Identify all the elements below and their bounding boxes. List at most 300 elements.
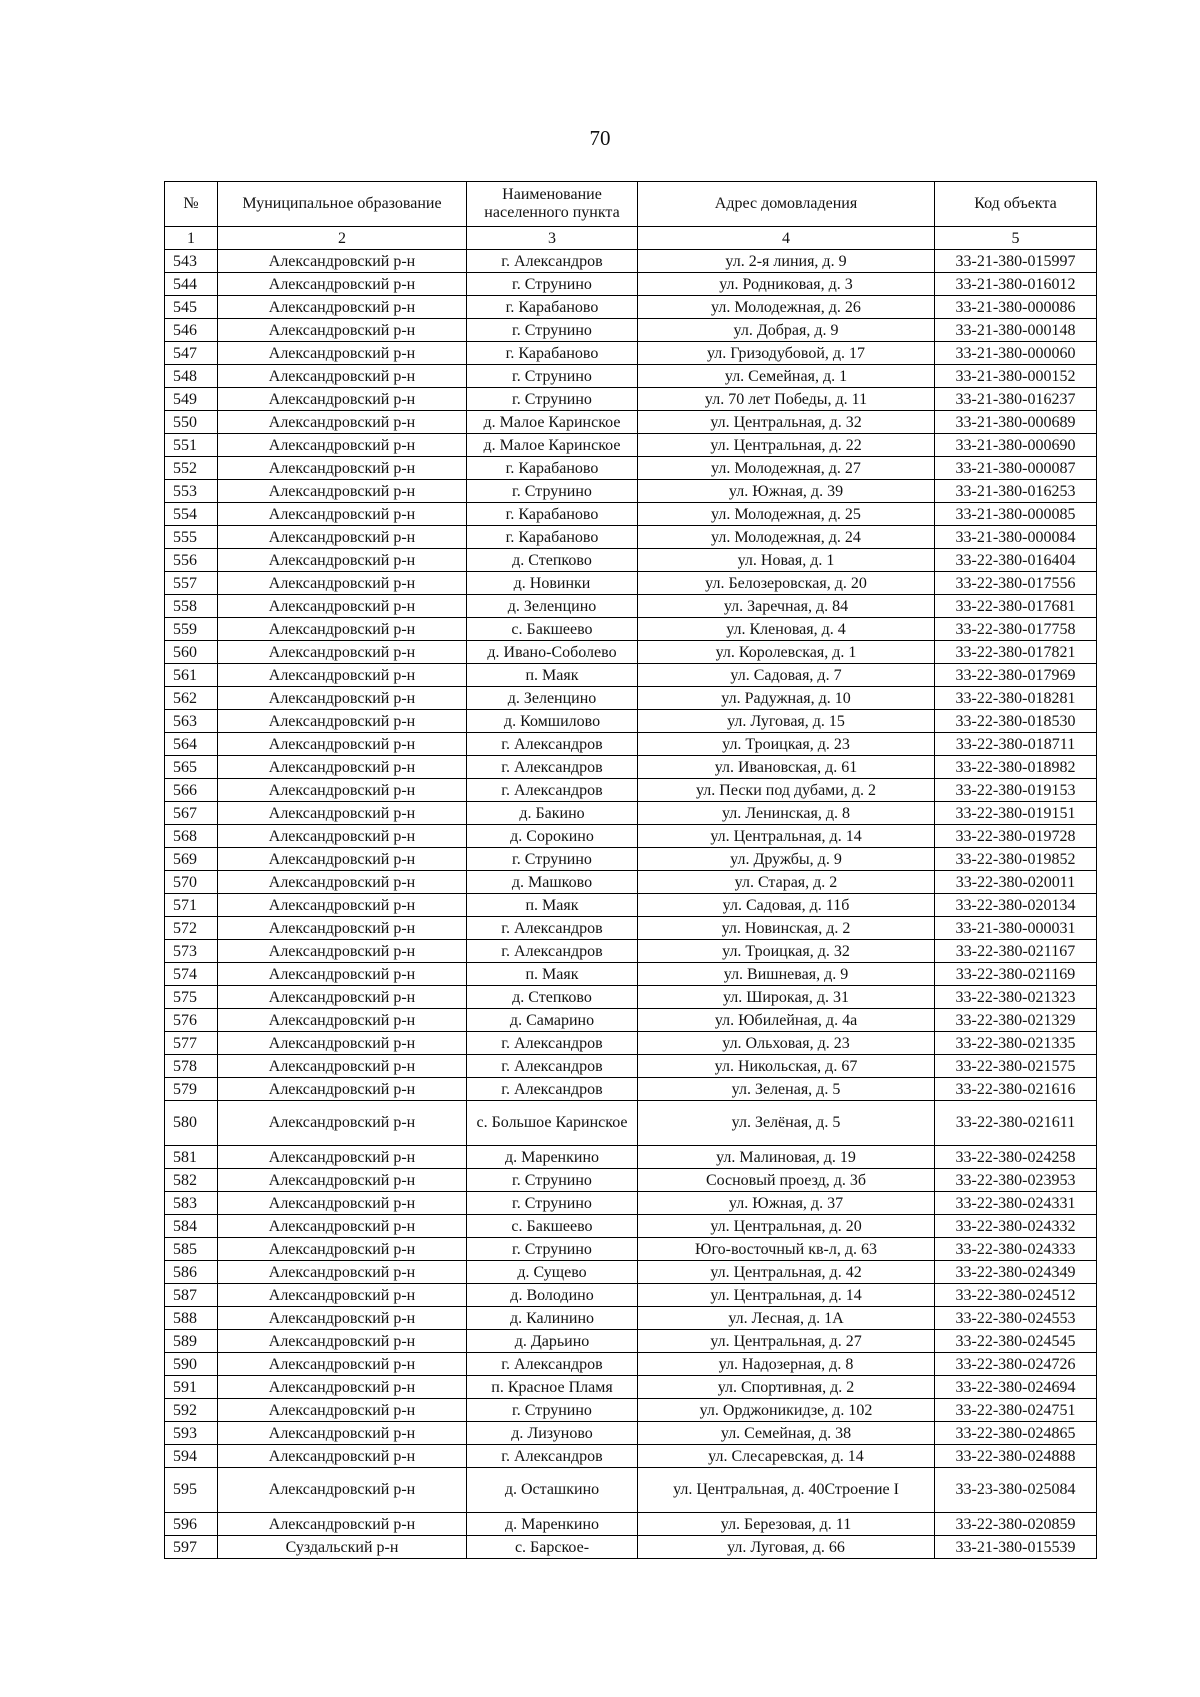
object-code-cell: 33-22-380-024751 — [935, 1399, 1097, 1422]
municipality-cell: Александровский р-н — [218, 595, 467, 618]
municipality-cell: Александровский р-н — [218, 1399, 467, 1422]
municipality-cell: Александровский р-н — [218, 1055, 467, 1078]
municipality-cell: Александровский р-н — [218, 986, 467, 1009]
row-number: 580 — [165, 1101, 218, 1146]
row-number: 592 — [165, 1399, 218, 1422]
municipality-cell: Александровский р-н — [218, 365, 467, 388]
settlement-cell: д. Володино — [467, 1284, 638, 1307]
object-code-cell: 33-22-380-021323 — [935, 986, 1097, 1009]
row-number: 584 — [165, 1215, 218, 1238]
address-cell: ул. Кленовая, д. 4 — [638, 618, 935, 641]
row-number: 589 — [165, 1330, 218, 1353]
row-number: 588 — [165, 1307, 218, 1330]
address-cell: ул. Центральная, д. 32 — [638, 411, 935, 434]
municipality-cell: Александровский р-н — [218, 1513, 467, 1536]
address-cell: Юго-восточный кв-л, д. 63 — [638, 1238, 935, 1261]
municipality-cell: Александровский р-н — [218, 434, 467, 457]
row-number: 593 — [165, 1422, 218, 1445]
municipality-cell: Александровский р-н — [218, 779, 467, 802]
row-number: 566 — [165, 779, 218, 802]
table-row — [165, 1192, 1097, 1215]
municipality-cell: Александровский р-н — [218, 388, 467, 411]
municipality-cell: Александровский р-н — [218, 342, 467, 365]
settlement-cell: д. Машково — [467, 871, 638, 894]
municipality-cell: Александровский р-н — [218, 296, 467, 319]
settlement-cell: д. Сущево — [467, 1261, 638, 1284]
row-number: 561 — [165, 664, 218, 687]
object-code-cell: 33-22-380-021611 — [935, 1101, 1097, 1146]
row-number: 571 — [165, 894, 218, 917]
row-number: 595 — [165, 1468, 218, 1513]
row-number: 582 — [165, 1169, 218, 1192]
object-code-cell: 33-22-380-024694 — [935, 1376, 1097, 1399]
address-cell: ул. Ивановская, д. 61 — [638, 756, 935, 779]
table-row — [165, 319, 1097, 342]
municipality-cell: Александровский р-н — [218, 1169, 467, 1192]
table-row — [165, 1215, 1097, 1238]
municipality-cell: Александровский р-н — [218, 1101, 467, 1146]
object-code-cell: 33-22-380-021167 — [935, 940, 1097, 963]
municipality-cell: Александровский р-н — [218, 1192, 467, 1215]
object-code-cell: 33-21-380-015997 — [935, 250, 1097, 273]
settlement-cell: г. Александров — [467, 250, 638, 273]
municipality-cell: Александровский р-н — [218, 572, 467, 595]
table-row — [165, 342, 1097, 365]
table-row — [165, 1513, 1097, 1536]
address-cell: ул. Широкая, д. 31 — [638, 986, 935, 1009]
address-cell: ул. Центральная, д. 42 — [638, 1261, 935, 1284]
object-code-cell: 33-22-380-024331 — [935, 1192, 1097, 1215]
settlement-cell: г. Струнино — [467, 1169, 638, 1192]
object-code-cell: 33-22-380-020134 — [935, 894, 1097, 917]
settlement-cell: г. Струнино — [467, 848, 638, 871]
municipality-cell: Александровский р-н — [218, 1215, 467, 1238]
table-row — [165, 1169, 1097, 1192]
address-cell: ул. 2-я линия, д. 9 — [638, 250, 935, 273]
municipality-cell: Александровский р-н — [218, 733, 467, 756]
address-cell: ул. Надозерная, д. 8 — [638, 1353, 935, 1376]
table-row — [165, 802, 1097, 825]
row-number: 578 — [165, 1055, 218, 1078]
address-cell: ул. Троицкая, д. 23 — [638, 733, 935, 756]
table-row — [165, 1445, 1097, 1468]
municipality-cell: Александровский р-н — [218, 917, 467, 940]
row-number: 585 — [165, 1238, 218, 1261]
municipality-cell: Александровский р-н — [218, 1422, 467, 1445]
address-cell: ул. Новая, д. 1 — [638, 549, 935, 572]
address-cell: ул. Зеленая, д. 5 — [638, 1078, 935, 1101]
object-code-cell: 33-22-380-019852 — [935, 848, 1097, 871]
row-number: 547 — [165, 342, 218, 365]
object-code-cell: 33-21-380-000085 — [935, 503, 1097, 526]
table-row — [165, 411, 1097, 434]
table-row — [165, 1353, 1097, 1376]
row-number: 581 — [165, 1146, 218, 1169]
row-number: 563 — [165, 710, 218, 733]
settlement-cell: д. Калинино — [467, 1307, 638, 1330]
address-cell: ул. Южная, д. 37 — [638, 1192, 935, 1215]
row-number: 557 — [165, 572, 218, 595]
settlement-cell: д. Маренкино — [467, 1146, 638, 1169]
settlement-cell: д. Дарьино — [467, 1330, 638, 1353]
object-code-cell: 33-21-380-016237 — [935, 388, 1097, 411]
object-code-cell: 33-22-380-019151 — [935, 802, 1097, 825]
address-cell: ул. Центральная, д. 27 — [638, 1330, 935, 1353]
address-cell: ул. Вишневая, д. 9 — [638, 963, 935, 986]
row-number: 573 — [165, 940, 218, 963]
object-code-cell: 33-22-380-024726 — [935, 1353, 1097, 1376]
row-number: 553 — [165, 480, 218, 503]
object-code-cell: 33-22-380-020859 — [935, 1513, 1097, 1536]
row-number: 568 — [165, 825, 218, 848]
row-number: 590 — [165, 1353, 218, 1376]
column-number: 2 — [218, 227, 467, 250]
object-code-cell: 33-22-380-024512 — [935, 1284, 1097, 1307]
settlement-cell: с. Барское- — [467, 1536, 638, 1559]
row-number: 559 — [165, 618, 218, 641]
table-row — [165, 1376, 1097, 1399]
address-cell: ул. Старая, д. 2 — [638, 871, 935, 894]
settlement-cell: г. Александров — [467, 779, 638, 802]
address-cell: Сосновый проезд, д. 3б — [638, 1169, 935, 1192]
settlement-cell: д. Малое Каринское — [467, 411, 638, 434]
address-cell: ул. Центральная, д. 22 — [638, 434, 935, 457]
table-body — [165, 250, 1097, 1559]
settlement-cell: с. Бакшеево — [467, 1215, 638, 1238]
table-row — [165, 388, 1097, 411]
address-cell: ул. Березовая, д. 11 — [638, 1513, 935, 1536]
row-number: 591 — [165, 1376, 218, 1399]
page-number: 70 — [589, 126, 611, 150]
table-row — [165, 1536, 1097, 1559]
settlement-cell: г. Александров — [467, 1032, 638, 1055]
address-cell: ул. Белозеровская, д. 20 — [638, 572, 935, 595]
row-number: 577 — [165, 1032, 218, 1055]
object-code-cell: 33-22-380-017681 — [935, 595, 1097, 618]
table-row — [165, 434, 1097, 457]
object-code-cell: 33-21-380-000086 — [935, 296, 1097, 319]
row-number: 575 — [165, 986, 218, 1009]
object-code-cell: 33-22-380-024888 — [935, 1445, 1097, 1468]
object-code-cell: 33-21-380-000148 — [935, 319, 1097, 342]
address-cell: ул. Малиновая, д. 19 — [638, 1146, 935, 1169]
municipality-cell: Александровский р-н — [218, 1032, 467, 1055]
settlement-cell: п. Маяк — [467, 894, 638, 917]
table-row — [165, 1330, 1097, 1353]
municipality-cell: Александровский р-н — [218, 1078, 467, 1101]
object-code-cell: 33-21-380-000689 — [935, 411, 1097, 434]
table-row — [165, 986, 1097, 1009]
row-number: 543 — [165, 250, 218, 273]
table-row — [165, 595, 1097, 618]
table-row — [165, 710, 1097, 733]
settlement-cell: г. Александров — [467, 1353, 638, 1376]
municipality-cell: Александровский р-н — [218, 1238, 467, 1261]
row-number: 586 — [165, 1261, 218, 1284]
row-number: 545 — [165, 296, 218, 319]
municipality-cell: Александровский р-н — [218, 1307, 467, 1330]
table-row — [165, 1055, 1097, 1078]
object-code-cell: 33-22-380-024258 — [935, 1146, 1097, 1169]
settlement-cell: д. Маренкино — [467, 1513, 638, 1536]
table-row — [165, 250, 1097, 273]
table-row — [165, 457, 1097, 480]
row-number: 544 — [165, 273, 218, 296]
row-number: 594 — [165, 1445, 218, 1468]
object-code-cell: 33-22-380-017821 — [935, 641, 1097, 664]
object-code-cell: 33-22-380-017969 — [935, 664, 1097, 687]
municipality-cell: Александровский р-н — [218, 756, 467, 779]
settlement-cell: г. Александров — [467, 917, 638, 940]
table-row — [165, 733, 1097, 756]
table-row — [165, 1284, 1097, 1307]
settlement-cell: д. Зеленцино — [467, 595, 638, 618]
table-row — [165, 1307, 1097, 1330]
address-cell: ул. Юбилейная, д. 4а — [638, 1009, 935, 1032]
settlement-cell: г. Александров — [467, 756, 638, 779]
address-cell: ул. Центральная, д. 20 — [638, 1215, 935, 1238]
table-row — [165, 1009, 1097, 1032]
municipality-cell: Александровский р-н — [218, 894, 467, 917]
municipality-cell: Александровский р-н — [218, 1284, 467, 1307]
municipality-cell: Александровский р-н — [218, 480, 467, 503]
municipality-cell: Александровский р-н — [218, 457, 467, 480]
object-code-cell: 33-23-380-025084 — [935, 1468, 1097, 1513]
object-code-cell: 33-22-380-021616 — [935, 1078, 1097, 1101]
table-row — [165, 365, 1097, 388]
header-address: Адрес домовладения — [638, 182, 935, 227]
settlement-cell: г. Струнино — [467, 319, 638, 342]
settlement-cell: г. Александров — [467, 1055, 638, 1078]
address-cell: ул. Родниковая, д. 3 — [638, 273, 935, 296]
header-object-code: Код объекта — [935, 182, 1097, 227]
address-cell: ул. 70 лет Победы, д. 11 — [638, 388, 935, 411]
row-number: 576 — [165, 1009, 218, 1032]
row-number: 572 — [165, 917, 218, 940]
address-cell: ул. Центральная, д. 40Строение I — [638, 1468, 935, 1513]
table-row — [165, 940, 1097, 963]
address-cell: ул. Гризодубовой, д. 17 — [638, 342, 935, 365]
row-number: 562 — [165, 687, 218, 710]
settlement-cell: г. Струнино — [467, 273, 638, 296]
settlement-cell: д. Малое Каринское — [467, 434, 638, 457]
column-number-row — [165, 227, 1097, 250]
row-number: 570 — [165, 871, 218, 894]
settlement-cell: п. Маяк — [467, 963, 638, 986]
object-code-cell: 33-22-380-017758 — [935, 618, 1097, 641]
address-cell: ул. Ленинская, д. 8 — [638, 802, 935, 825]
settlement-cell: г. Александров — [467, 1445, 638, 1468]
table-row — [165, 1238, 1097, 1261]
address-cell: ул. Радужная, д. 10 — [638, 687, 935, 710]
table-row — [165, 641, 1097, 664]
settlement-cell: д. Бакино — [467, 802, 638, 825]
object-code-cell: 33-22-380-021335 — [935, 1032, 1097, 1055]
object-code-cell: 33-22-380-018530 — [935, 710, 1097, 733]
address-cell: ул. Луговая, д. 66 — [638, 1536, 935, 1559]
table-row — [165, 480, 1097, 503]
row-number: 555 — [165, 526, 218, 549]
municipality-cell: Александровский р-н — [218, 1445, 467, 1468]
table-row — [165, 1032, 1097, 1055]
table-row — [165, 273, 1097, 296]
settlement-cell: д. Комшилово — [467, 710, 638, 733]
objects-table — [164, 181, 1097, 1559]
row-number: 552 — [165, 457, 218, 480]
address-cell: ул. Садовая, д. 7 — [638, 664, 935, 687]
object-code-cell: 33-22-380-024332 — [935, 1215, 1097, 1238]
table-row — [165, 572, 1097, 595]
row-number: 546 — [165, 319, 218, 342]
table-row — [165, 894, 1097, 917]
object-code-cell: 33-22-380-017556 — [935, 572, 1097, 595]
address-cell: ул. Лесная, д. 1А — [638, 1307, 935, 1330]
municipality-cell: Александровский р-н — [218, 618, 467, 641]
object-code-cell: 33-22-380-024333 — [935, 1238, 1097, 1261]
row-number: 574 — [165, 963, 218, 986]
municipality-cell: Александровский р-н — [218, 963, 467, 986]
row-number: 565 — [165, 756, 218, 779]
settlement-cell: д. Степково — [467, 549, 638, 572]
address-cell: ул. Королевская, д. 1 — [638, 641, 935, 664]
header-municipality: Муниципальное образование — [218, 182, 467, 227]
table-row — [165, 963, 1097, 986]
object-code-cell: 33-22-380-021169 — [935, 963, 1097, 986]
address-cell: ул. Молодежная, д. 27 — [638, 457, 935, 480]
object-code-cell: 33-21-380-000084 — [935, 526, 1097, 549]
row-number: 564 — [165, 733, 218, 756]
municipality-cell: Александровский р-н — [218, 1376, 467, 1399]
municipality-cell: Александровский р-н — [218, 825, 467, 848]
table-row — [165, 296, 1097, 319]
table-row — [165, 664, 1097, 687]
object-code-cell: 33-22-380-016404 — [935, 549, 1097, 572]
object-code-cell: 33-22-380-024545 — [935, 1330, 1097, 1353]
object-code-cell: 33-22-380-018711 — [935, 733, 1097, 756]
object-code-cell: 33-22-380-021329 — [935, 1009, 1097, 1032]
table-row — [165, 618, 1097, 641]
object-code-cell: 33-22-380-019153 — [935, 779, 1097, 802]
table-row — [165, 871, 1097, 894]
row-number: 549 — [165, 388, 218, 411]
settlement-cell: г. Карабаново — [467, 457, 638, 480]
settlement-cell: д. Зеленцино — [467, 687, 638, 710]
table-row — [165, 1078, 1097, 1101]
row-number: 560 — [165, 641, 218, 664]
address-cell: ул. Садовая, д. 11б — [638, 894, 935, 917]
object-code-cell: 33-22-380-024553 — [935, 1307, 1097, 1330]
object-code-cell: 33-21-380-000152 — [935, 365, 1097, 388]
settlement-cell: д. Самарино — [467, 1009, 638, 1032]
table-row — [165, 825, 1097, 848]
address-cell: ул. Центральная, д. 14 — [638, 825, 935, 848]
row-number: 596 — [165, 1513, 218, 1536]
row-number: 587 — [165, 1284, 218, 1307]
municipality-cell: Александровский р-н — [218, 687, 467, 710]
address-cell: ул. Добрая, д. 9 — [638, 319, 935, 342]
municipality-cell: Александровский р-н — [218, 411, 467, 434]
municipality-cell: Александровский р-н — [218, 503, 467, 526]
column-number: 1 — [165, 227, 218, 250]
object-code-cell: 33-22-380-021575 — [935, 1055, 1097, 1078]
municipality-cell: Александровский р-н — [218, 802, 467, 825]
settlement-cell: г. Карабаново — [467, 342, 638, 365]
municipality-cell: Александровский р-н — [218, 526, 467, 549]
header-number: № — [165, 182, 218, 227]
settlement-cell: г. Струнино — [467, 1399, 638, 1422]
address-cell: ул. Семейная, д. 1 — [638, 365, 935, 388]
settlement-cell: д. Ивано-Соболево — [467, 641, 638, 664]
settlement-cell: г. Карабаново — [467, 296, 638, 319]
table-row — [165, 1261, 1097, 1284]
settlement-cell: д. Новинки — [467, 572, 638, 595]
municipality-cell: Александровский р-н — [218, 1330, 467, 1353]
municipality-cell: Александровский р-н — [218, 319, 467, 342]
settlement-cell: г. Струнино — [467, 1192, 638, 1215]
table-row — [165, 1468, 1097, 1513]
address-cell: ул. Никольская, д. 67 — [638, 1055, 935, 1078]
object-code-cell: 33-22-380-020011 — [935, 871, 1097, 894]
address-cell: ул. Луговая, д. 15 — [638, 710, 935, 733]
settlement-cell: г. Александров — [467, 733, 638, 756]
settlement-cell: с. Большое Каринское — [467, 1101, 638, 1146]
row-number: 556 — [165, 549, 218, 572]
settlement-cell: д. Степково — [467, 986, 638, 1009]
table-row — [165, 1399, 1097, 1422]
object-code-cell: 33-22-380-019728 — [935, 825, 1097, 848]
municipality-cell: Александровский р-н — [218, 250, 467, 273]
object-code-cell: 33-21-380-000060 — [935, 342, 1097, 365]
address-cell: ул. Молодежная, д. 26 — [638, 296, 935, 319]
settlement-cell: с. Бакшеево — [467, 618, 638, 641]
table-row — [165, 917, 1097, 940]
column-number: 3 — [467, 227, 638, 250]
settlement-cell: д. Сорокино — [467, 825, 638, 848]
address-cell: ул. Спортивная, д. 2 — [638, 1376, 935, 1399]
address-cell: ул. Южная, д. 39 — [638, 480, 935, 503]
object-code-cell: 33-21-380-016253 — [935, 480, 1097, 503]
settlement-cell: г. Александров — [467, 940, 638, 963]
header-settlement: Наименование населенного пункта — [467, 182, 638, 227]
settlement-cell: г. Карабаново — [467, 503, 638, 526]
table-row — [165, 779, 1097, 802]
table-header-row — [165, 182, 1097, 227]
row-number: 558 — [165, 595, 218, 618]
settlement-cell: г. Карабаново — [467, 526, 638, 549]
table-row — [165, 756, 1097, 779]
municipality-cell: Александровский р-н — [218, 710, 467, 733]
row-number: 567 — [165, 802, 218, 825]
settlement-cell: г. Струнино — [467, 1238, 638, 1261]
row-number: 550 — [165, 411, 218, 434]
address-cell: ул. Дружбы, д. 9 — [638, 848, 935, 871]
settlement-cell: п. Маяк — [467, 664, 638, 687]
settlement-cell: г. Струнино — [467, 365, 638, 388]
municipality-cell: Александровский р-н — [218, 1146, 467, 1169]
column-number: 4 — [638, 227, 935, 250]
address-cell: ул. Молодежная, д. 25 — [638, 503, 935, 526]
table-row — [165, 848, 1097, 871]
municipality-cell: Александровский р-н — [218, 273, 467, 296]
object-code-cell: 33-21-380-000087 — [935, 457, 1097, 480]
municipality-cell: Александровский р-н — [218, 940, 467, 963]
settlement-cell: г. Струнино — [467, 480, 638, 503]
object-code-cell: 33-21-380-000031 — [935, 917, 1097, 940]
table-row — [165, 526, 1097, 549]
row-number: 548 — [165, 365, 218, 388]
table-row — [165, 549, 1097, 572]
settlement-cell: д. Осташкино — [467, 1468, 638, 1513]
